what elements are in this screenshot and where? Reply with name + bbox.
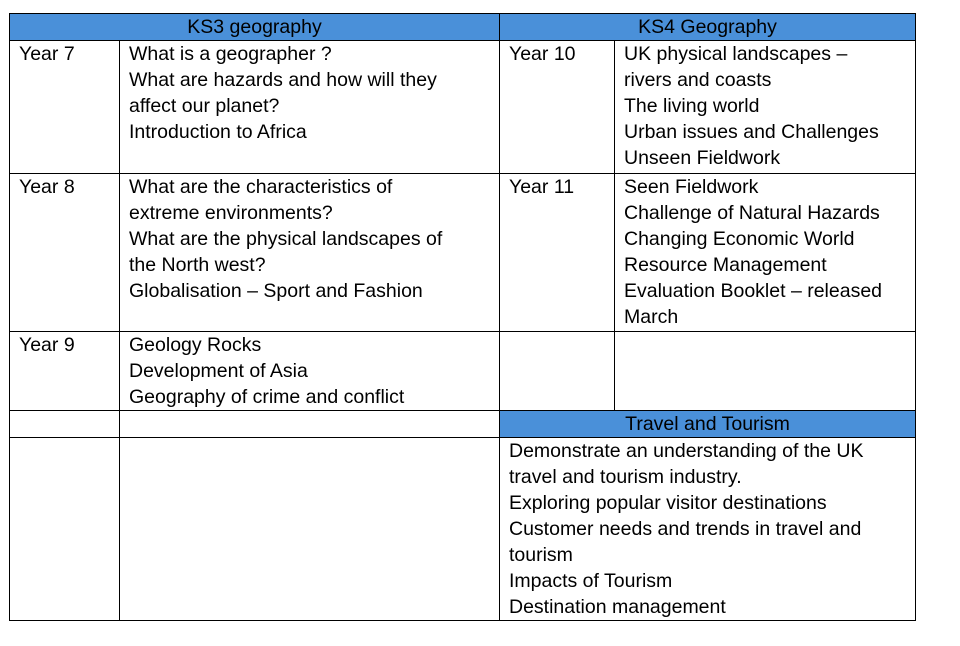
topic-line: Geology Rocks: [129, 334, 262, 356]
topic-line: affect our planet?: [129, 95, 280, 117]
topics-cell: [120, 41, 500, 174]
table-row: [10, 332, 916, 411]
year-label: Year 7: [10, 41, 120, 174]
empty-cell: [120, 438, 500, 621]
year-label: Year 11: [500, 174, 615, 332]
topic-line: Destination management: [509, 596, 726, 618]
topic-line: Seen Fieldwork: [624, 176, 759, 198]
topic-line: What are the physical landscapes of: [129, 228, 443, 250]
topic-line: Introduction to Africa: [129, 121, 307, 143]
year-label: Year 9: [10, 332, 120, 411]
empty-cell: [500, 332, 615, 411]
topic-line: What are the characteristics of: [129, 176, 393, 198]
empty-cell: [615, 332, 916, 411]
topic-line: travel and tourism industry.: [509, 466, 742, 488]
topic-line: Globalisation – Sport and Fashion: [129, 280, 423, 302]
curriculum-table: [9, 13, 916, 621]
topic-line: Customer needs and trends in travel and: [509, 518, 862, 540]
topic-line: Evaluation Booklet – released: [624, 280, 883, 302]
topic-line: the North west?: [129, 254, 266, 276]
empty-cell: [10, 438, 120, 621]
topics-cell: [120, 332, 500, 411]
ks4-header: KS4 Geography: [500, 14, 916, 41]
topic-line: Challenge of Natural Hazards: [624, 202, 880, 224]
topic-line: The living world: [624, 95, 760, 117]
topics-cell: [615, 41, 916, 174]
topic-line: UK physical landscapes –: [624, 43, 848, 65]
topic-line: Development of Asia: [129, 360, 308, 382]
topic-line: Changing Economic World: [624, 228, 855, 250]
topic-line: tourism: [509, 544, 573, 566]
travel-tourism-header: Travel and Tourism: [500, 411, 916, 438]
topics-cell: [615, 174, 916, 332]
topic-line: Urban issues and Challenges: [624, 121, 879, 143]
empty-cell: [10, 411, 120, 438]
topic-line: Demonstrate an understanding of the UK: [509, 440, 864, 462]
topic-line: rivers and coasts: [624, 69, 772, 91]
year-label: Year 10: [500, 41, 615, 174]
topic-line: What are hazards and how will they: [129, 69, 437, 91]
ks3-header: KS3 geography: [10, 14, 500, 41]
topics-cell: [120, 174, 500, 332]
topic-line: Unseen Fieldwork: [624, 147, 781, 169]
travel-topics-cell: [500, 438, 916, 621]
table-row: [10, 411, 916, 438]
empty-cell: [120, 411, 500, 438]
topic-line: Resource Management: [624, 254, 827, 276]
year-label: Year 8: [10, 174, 120, 332]
header-row: [10, 14, 916, 41]
topic-line: Exploring popular visitor destinations: [509, 492, 827, 514]
topic-line: What is a geographer ?: [129, 43, 332, 65]
topic-line: Impacts of Tourism: [509, 570, 673, 592]
topic-line: extreme environments?: [129, 202, 333, 224]
table-row: [10, 174, 916, 332]
table-row: [10, 438, 916, 621]
table-row: [10, 41, 916, 174]
topic-line: Geography of crime and conflict: [129, 386, 405, 408]
topic-line: March: [624, 306, 679, 328]
